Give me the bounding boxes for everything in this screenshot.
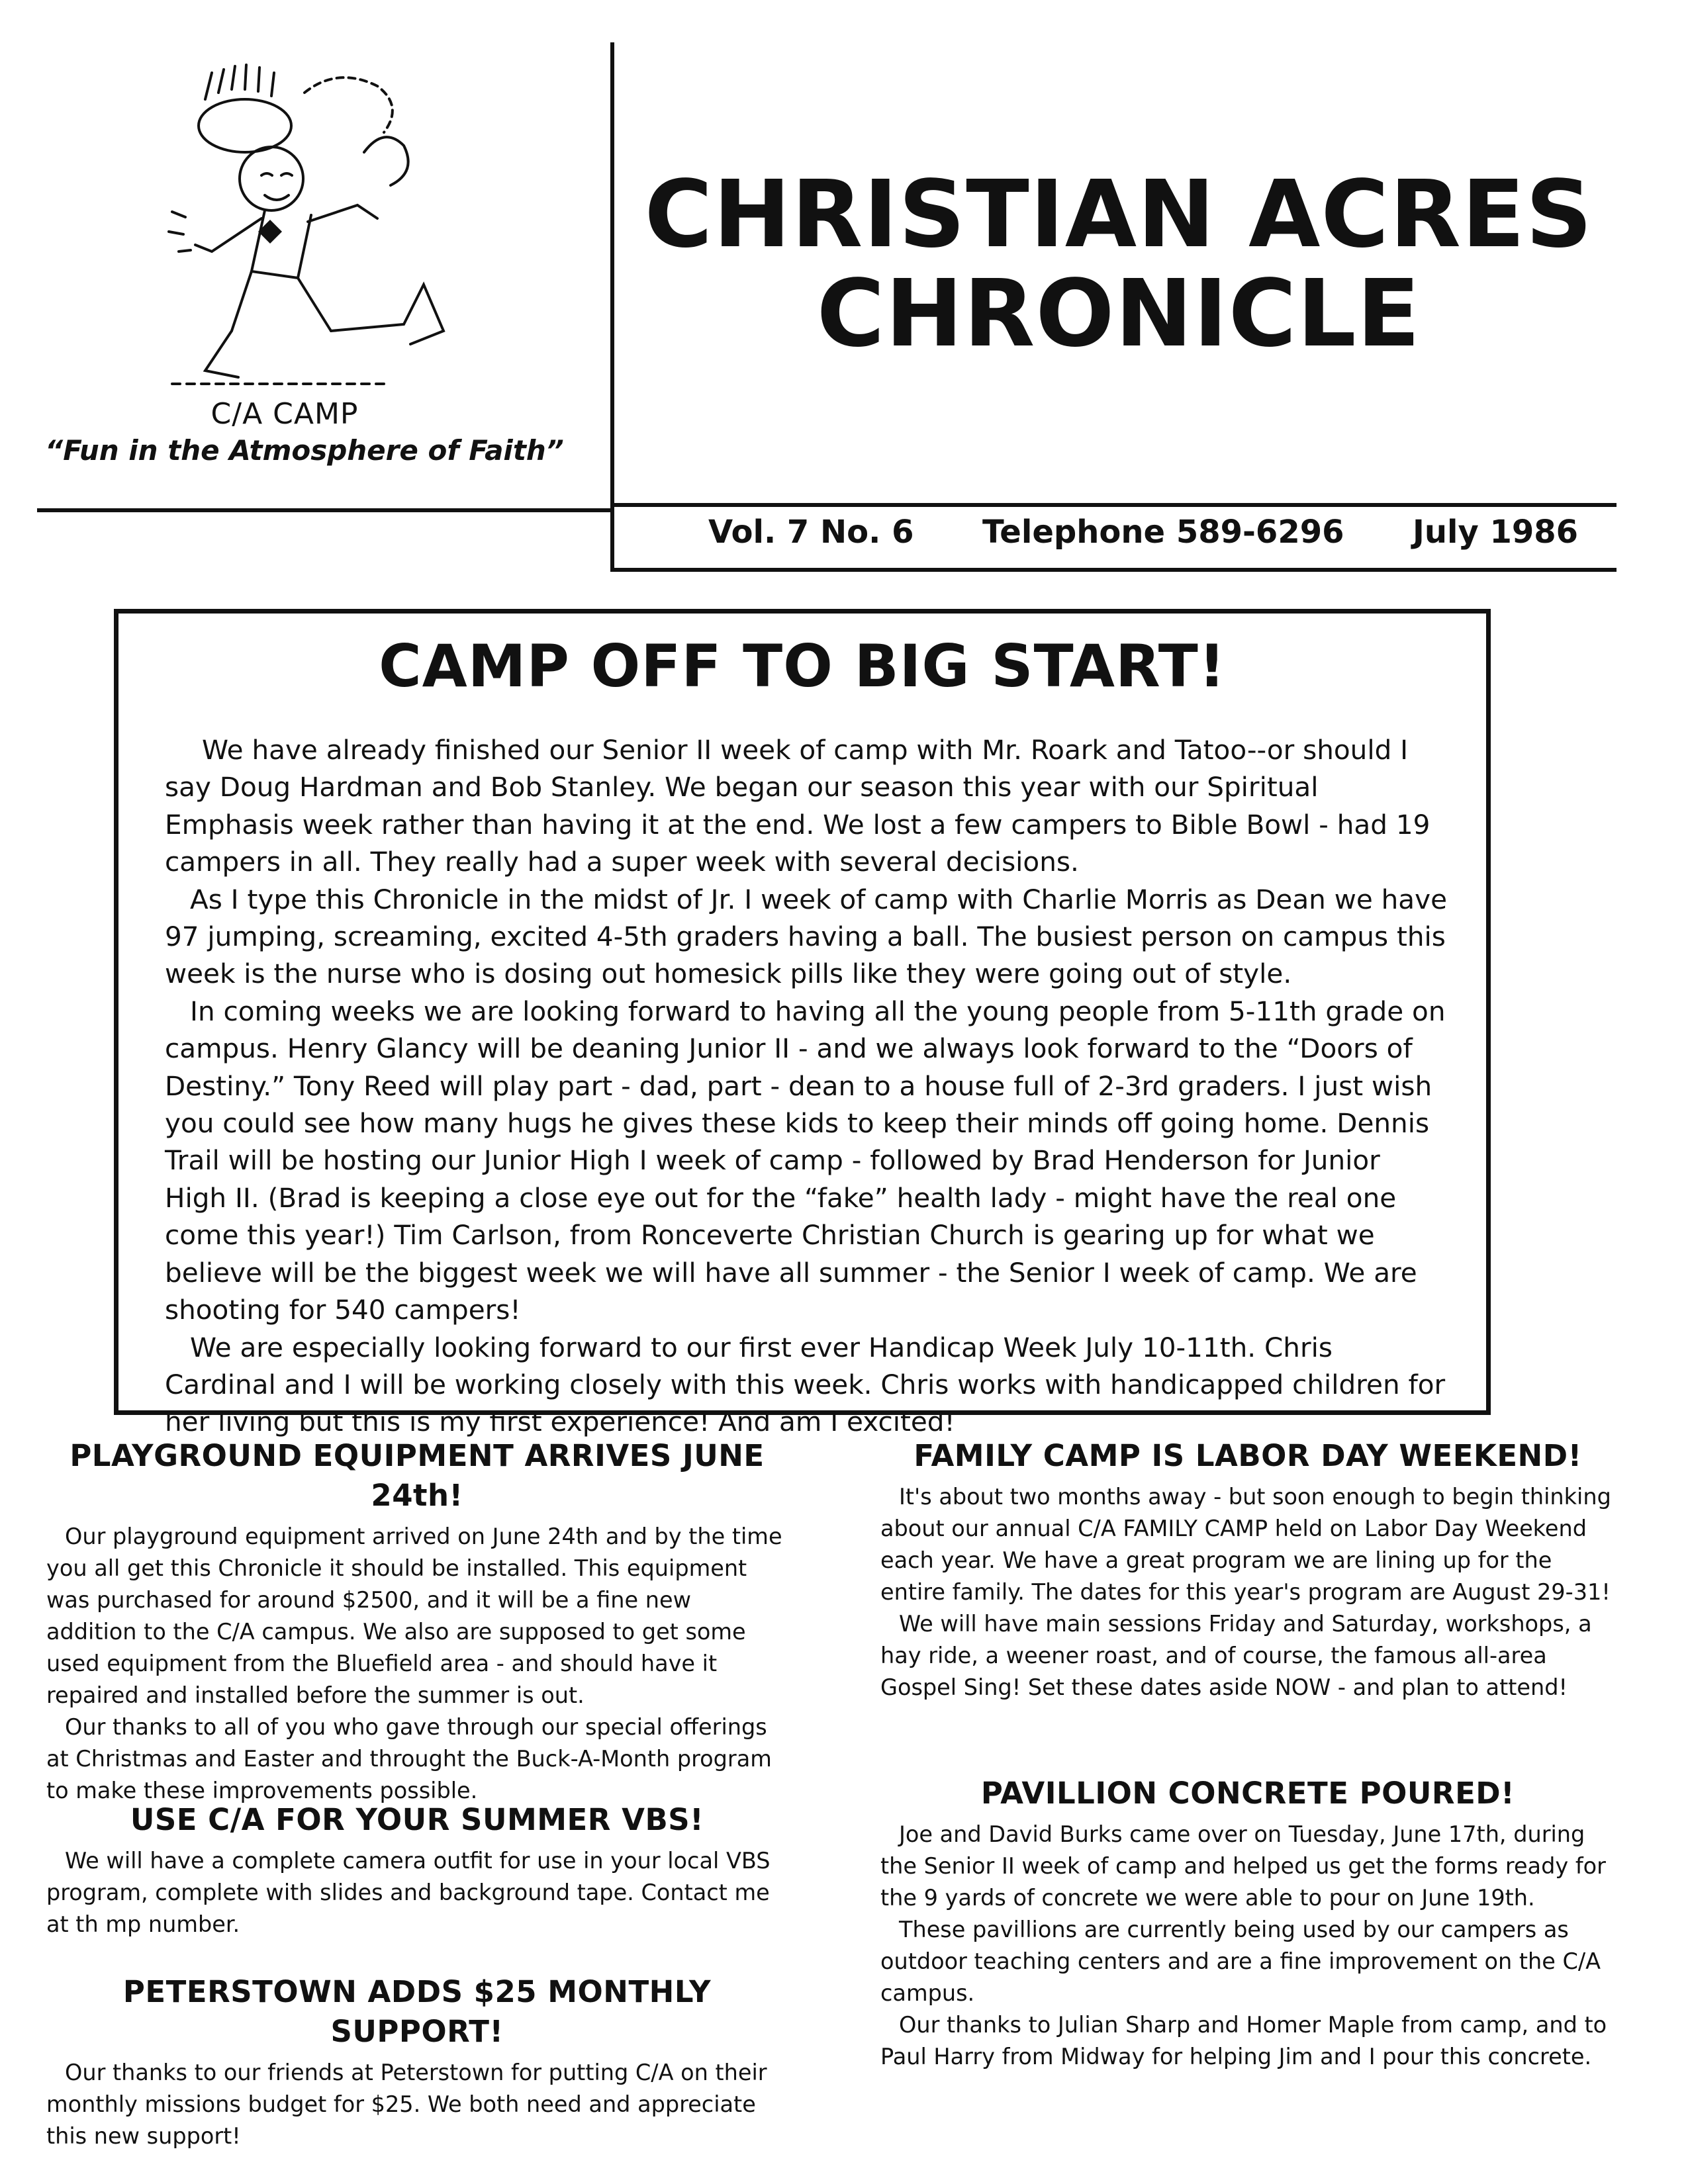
- newsletter-title: [622, 161, 1615, 368]
- masthead-divider-left: [37, 508, 613, 512]
- article-peterstown: [46, 1972, 788, 2152]
- article-playground: [46, 1436, 788, 1807]
- issue-volume: Vol. 7 No. 6: [708, 514, 914, 551]
- feature-paragraph: We have already finished our Senior II week of camp with Mr. Roark and Tatoo--or should I say Doug Hardman and Bob Stanley. We began our season this year with our Spiritual Emphasis week rather than having it at the end. We lost a few campers to Bible Bowl - had 19 campers in all. They really had a super week with several decisions.: [165, 734, 1430, 878]
- camp-mascot-illustration: [132, 53, 463, 397]
- article-paragraph: Our playground equipment arrived on June 24th and by the time you all get this Chronicle it should be installed. This equipment was purchased for around $2500, and it will be a fine new addition to the C/A campus. We also are supposed to get some used equipment from the Bluefield area - and should have it repaired and installed before the summer is out.: [46, 1524, 782, 1708]
- article-paragraph: These pavillions are currently being used by our campers as outdoor teaching centers and are a fine improvement on the C/A campus.: [880, 1917, 1601, 2006]
- issue-info: [708, 514, 1578, 551]
- article-paragraph: Joe and David Burks came over on Tuesday, June 17th, during the Senior II week of camp and helped us get the forms ready for the 9 yards of concrete we were able to pour on June 19th.: [880, 1821, 1606, 1911]
- article-paragraph: Our thanks to Julian Sharp and Homer Maple from camp, and to Paul Harry from Midway for helping Jim and I pour this concrete.: [880, 2012, 1607, 2070]
- article-paragraph: It's about two months away - but soon enough to begin thinking about our annual C/A FAMILY CAMP held on Labor Day Weekend each year. We have a great program we are lining up for the entire family. The dates for this year's program are August 29-31!: [880, 1484, 1611, 1605]
- article-headline: PAVILLION CONCRETE POURED!: [980, 1776, 1515, 1811]
- camp-name: C/A CAMP: [211, 397, 359, 431]
- feature-body: [165, 731, 1449, 1441]
- article-vbs: [46, 1800, 788, 1940]
- feature-paragraph: We are especially looking forward to our first ever Handicap Week July 10-11th. Chris Cardinal and I will be working closely with this week. Chris works with handicapped children for her living but this is my first experience! And am I excited!: [165, 1331, 1446, 1438]
- article-headline: PLAYGROUND EQUIPMENT ARRIVES JUNE 24th!: [70, 1438, 765, 1513]
- article-family-camp: [880, 1436, 1615, 1704]
- article-headline: FAMILY CAMP IS LABOR DAY WEEKEND!: [914, 1438, 1582, 1473]
- feature-headline: CAMP OFF TO BIG START!: [379, 632, 1226, 700]
- title-line-2: CHRONICLE: [816, 260, 1421, 368]
- article-pavillion: [880, 1774, 1615, 2073]
- article-paragraph: Our thanks to our friends at Peterstown for putting C/A on their monthly missions budget for $25. We both need and appreciate this new support!: [46, 2060, 767, 2149]
- feature-paragraph: In coming weeks we are looking forward to having all the young people from 5-11th grade on campus. Henry Glancy will be deaning Junior II - and we always look forward to the “Doors of Destiny.” Tony Reed will play part - dad, part - dean to a house full of 2-3rd graders. I just wish you could see how many hugs he gives these kids to keep their minds off going home. Dennis Trail will be hosting our Junior High I week of camp - followed by Brad Henderson for Junior High II. (Brad is keeping a close eye out for the “fake” health lady - might have the real one come this year!) Tim Carlson, from Ronceverte Christian Church is gearing up for what we believe will be the biggest week we will have all summer - the Senior I week of camp. We are shooting for 540 campers!: [165, 995, 1446, 1326]
- article-paragraph: We will have main sessions Friday and Saturday, workshops, a hay ride, a weener roast, and of course, the famous all-area Gospel Sing! Set these dates aside NOW - and plan to attend!: [880, 1611, 1592, 1700]
- camp-motto: “Fun in the Atmosphere of Faith”: [45, 434, 564, 467]
- masthead-divider-bottom: [610, 568, 1617, 572]
- article-headline: PETERSTOWN ADDS $25 MONTHLY SUPPORT!: [122, 1974, 712, 2049]
- issue-telephone: Telephone 589-6296: [982, 514, 1344, 551]
- title-line-1: CHRISTIAN ACRES: [644, 161, 1593, 269]
- feature-paragraph: As I type this Chronicle in the midst of Jr. I week of camp with Charlie Morris as Dean we have 97 jumping, screaming, excited 4-5th graders having a ball. The busiest person on campus this week is the nurse who is dosing out homesick pills like they were going out of style.: [165, 883, 1447, 990]
- feature-story-box: [114, 609, 1491, 1438]
- masthead-divider-right: [610, 503, 1617, 507]
- masthead-divider-vertical: [610, 42, 614, 572]
- issue-date: July 1986: [1412, 514, 1579, 551]
- article-headline: USE C/A FOR YOUR SUMMER VBS!: [130, 1802, 704, 1837]
- article-paragraph: We will have a complete camera outfit for use in your local VBS program, complete with slides and background tape. Contact me at th mp number.: [46, 1848, 771, 1937]
- article-paragraph: Our thanks to all of you who gave through our special offerings at Christmas and Easter and throught the Buck-A-Month program to make these improvements possible.: [46, 1714, 772, 1803]
